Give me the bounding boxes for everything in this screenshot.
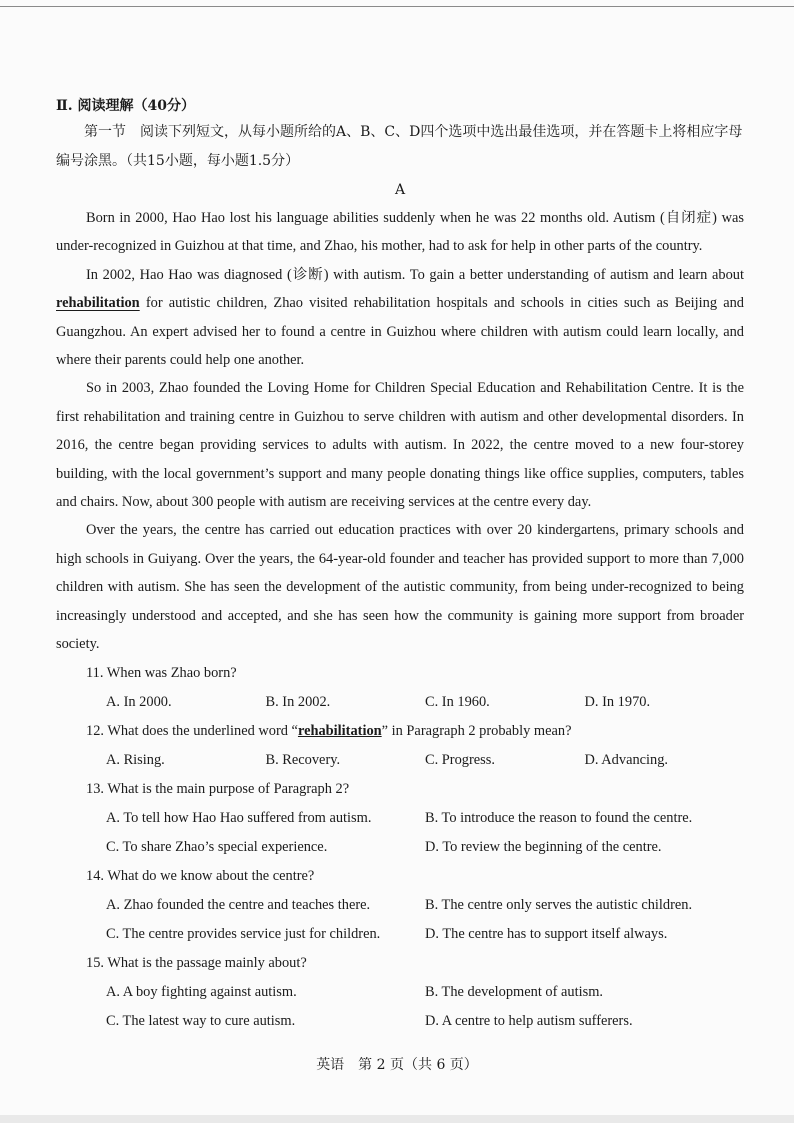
question-stem-b: ” in Paragraph 2 probably mean? (381, 722, 572, 739)
question-stem: 11. When was Zhao born? (86, 664, 237, 681)
section-instruction: 第一节 阅读下列短文，从每小题所给的A、B、C、D四个选项中选出最佳选项，并在答题卡上将相应字母编号涂黑。（共15小题，每小题1.5分） (56, 124, 743, 169)
bottom-band (0, 1115, 794, 1123)
option-row (56, 746, 744, 775)
option-d: D. To review the beginning of the centre. (425, 838, 662, 855)
question-stem-a: 12. What does the underlined word “ (86, 722, 298, 739)
page-footer: 英语 第 2 页（共 6 页） (316, 1057, 478, 1073)
option-b: B. To introduce the reason to found the centre. (425, 809, 693, 826)
option-row (56, 891, 744, 920)
paragraph-1: Born in 2000, Hao Hao lost his language abilities suddenly when he was 22 months old. Autism (自闭症) was under-recognized in Guizhou at that time, and Zhao, his mother, had to ask for help in other parts of the country. (56, 210, 744, 255)
option-row (56, 688, 744, 717)
paragraph-3: So in 2003, Zhao founded the Loving Home for Children Special Education and Rehabilitation Centre. It is the first rehabilitation and training centre in Guizhou to serve children with autism and other developmental disorders. In 2016, the centre began providing services to adults with autism. In 2022, the centre moved to a new four-storey building, with the local government’s support and many people donating things like office supplies, computers, tables and chairs. Now, about 300 people with autism are receiving services at the centre every day. (56, 380, 744, 511)
option-row (56, 804, 744, 833)
option-row (56, 978, 744, 1007)
option-a: A. To tell how Hao Hao suffered from autism. (106, 809, 372, 826)
option-b: B. The development of autism. (425, 983, 603, 1000)
option-d: D. In 1970. (584, 693, 651, 710)
option-c: C. The latest way to cure autism. (106, 1012, 296, 1029)
question-12 (56, 717, 744, 775)
option-c: C. Progress. (425, 751, 495, 768)
option-c: C. To share Zhao’s special experience. (106, 838, 328, 855)
option-b: B. The centre only serves the autistic children. (425, 896, 693, 913)
paragraph-2-text-b: for autistic children, Zhao visited rehabilitation hospitals and schools in cities such as Beijing and Guangzhou. An expert advised her to found a centre in Guizhou where children with autism could learn locally, and where their parents could help one another. (56, 295, 744, 369)
option-b: B. In 2002. (265, 693, 331, 710)
question-14 (56, 862, 744, 949)
top-border (0, 6, 794, 7)
option-a: A. In 2000. (106, 693, 172, 710)
option-row (56, 1007, 744, 1036)
question-13 (56, 775, 744, 862)
question-stem (56, 717, 744, 746)
passage (56, 204, 744, 659)
option-a: A. Rising. (106, 751, 165, 768)
option-d: D. The centre has to support itself always. (425, 925, 668, 942)
section-title: Ⅱ. 阅读理解（40分） (56, 98, 196, 114)
option-row (56, 920, 744, 949)
question-underlined-word: rehabilitation (297, 722, 382, 739)
option-a: A. Zhao founded the centre and teaches there. (106, 896, 371, 913)
paragraph-2-text-a: In 2002, Hao Hao was diagnosed (诊断) with autism. To gain a better understanding of autism and learn about (86, 266, 744, 283)
question-stem: 14. What do we know about the centre? (86, 867, 315, 884)
passage-label: A (394, 182, 406, 198)
paragraph-2 (56, 261, 744, 375)
option-d: D. A centre to help autism sufferers. (425, 1012, 633, 1029)
question-15 (56, 949, 744, 1036)
question-stem: 15. What is the passage mainly about? (86, 954, 307, 971)
underlined-keyword: rehabilitation (56, 295, 140, 312)
exam-page (56, 94, 744, 1036)
option-c: C. The centre provides service just for children. (106, 925, 381, 942)
option-b: B. Recovery. (265, 751, 341, 768)
option-a: A. A boy fighting against autism. (106, 983, 297, 1000)
paragraph-4: Over the years, the centre has carried out education practices with over 20 kindergartens, primary schools and high schools in Guiyang. Over the years, the 64-year-old founder and teacher has provided support to more than 7,000 children with autism. She has seen the development of the autistic community, from being under-recognized to being increasingly understood and accepted, and she has seen how the community is gaining more support from broader society. (56, 522, 744, 653)
option-c: C. In 1960. (425, 693, 490, 710)
option-d: D. Advancing. (584, 751, 669, 768)
question-stem: 13. What is the main purpose of Paragraph 2? (86, 780, 350, 797)
option-row (56, 833, 744, 862)
question-11 (56, 659, 744, 717)
